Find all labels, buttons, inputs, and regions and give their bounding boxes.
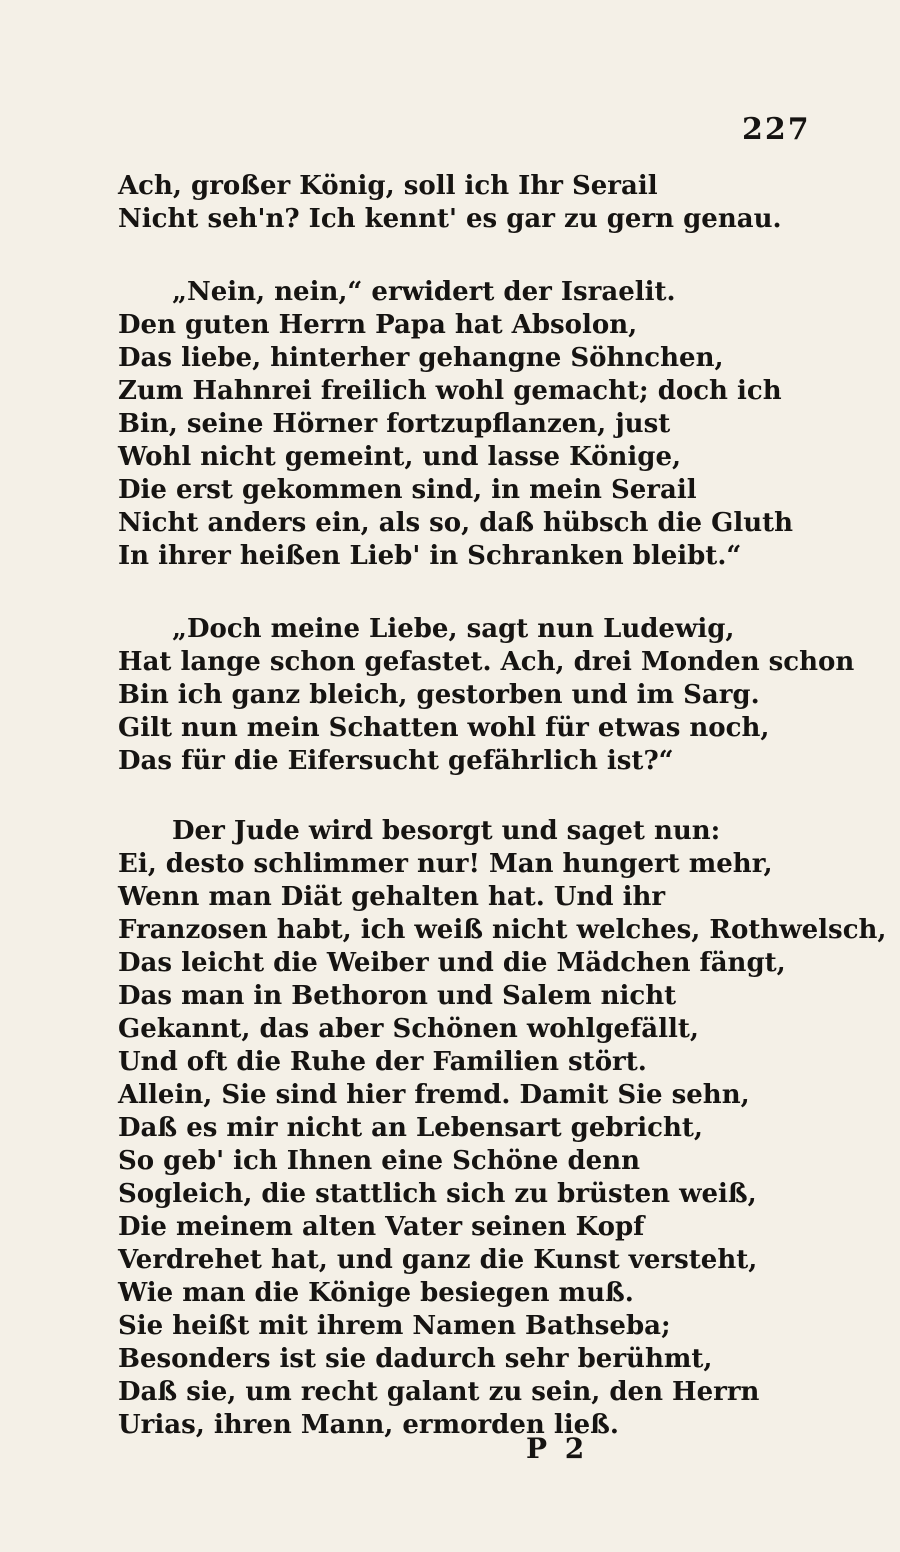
text-line: So geb' ich Ihnen eine Schöne denn — [118, 1146, 641, 1176]
text-line: In ihrer heißen Lieb' in Schranken bleibt.“ — [118, 541, 742, 571]
text-line: Das man in Bethoron und Salem nicht — [118, 981, 677, 1011]
text-line: Ei, desto schlimmer nur! Man hungert mehr, — [118, 849, 773, 879]
text-line: Besonders ist sie dadurch sehr berühmt, — [118, 1344, 713, 1374]
text-line: Daß es mir nicht an Lebensart gebricht, — [118, 1113, 703, 1143]
text-line: „Doch meine Liebe, sagt nun Ludewig, — [172, 614, 735, 644]
text-line: Nicht anders ein, als so, daß hübsch die Gluth — [118, 508, 794, 538]
text-line: Gekannt, das aber Schönen wohlgefällt, — [118, 1014, 699, 1044]
text-line: Das leicht die Weiber und die Mädchen fängt, — [118, 948, 786, 978]
text-line: Franzosen habt, ich weiß nicht welches, Rothwelsch, — [118, 915, 887, 945]
text-line: Wenn man Diät gehalten hat. Und ihr — [118, 882, 666, 912]
printer-signature: P 2 — [526, 1432, 589, 1465]
text-line: Hat lange schon gefastet. Ach, drei Monden schon — [118, 647, 855, 677]
text-line: Sogleich, die stattlich sich zu brüsten weiß, — [118, 1179, 757, 1209]
text-line: Den guten Herrn Papa hat Absolon, — [118, 310, 638, 340]
text-line: Gilt nun mein Schatten wohl für etwas noch, — [118, 713, 770, 743]
text-line: Allein, Sie sind hier fremd. Damit Sie sehn, — [118, 1080, 750, 1110]
text-line: Daß sie, um recht galant zu sein, den Herrn — [118, 1377, 760, 1407]
text-line: Wie man die Könige besiegen muß. — [118, 1278, 634, 1308]
text-line: Und oft die Ruhe der Familien stört. — [118, 1047, 647, 1077]
text-line: Der Jude wird besorgt und saget nun: — [172, 816, 721, 846]
text-line: Die erst gekommen sind, in mein Serail — [118, 475, 697, 505]
text-line: Bin, seine Hörner fortzupflanzen, just — [118, 409, 671, 439]
text-line: Sie heißt mit ihrem Namen Bathseba; — [118, 1311, 671, 1341]
page-number: 227 — [742, 112, 811, 147]
text-line: Bin ich ganz bleich, gestorben und im Sarg. — [118, 680, 760, 710]
text-line: Zum Hahnrei freilich wohl gemacht; doch ich — [118, 376, 782, 406]
text-line: Wohl nicht gemeint, und lasse Könige, — [118, 442, 682, 472]
text-line: Das liebe, hinterher gehangne Söhnchen, — [118, 343, 724, 373]
text-line: „Nein, nein,“ erwidert der Israelit. — [172, 277, 676, 307]
text-line: Das für die Eifersucht gefährlich ist?“ — [118, 746, 674, 776]
text-line: Verdrehet hat, und ganz die Kunst versteht, — [118, 1245, 758, 1275]
text-line: Urias, ihren Mann, ermorden ließ. — [118, 1410, 619, 1440]
text-line: Nicht seh'n? Ich kennt' es gar zu gern genau. — [118, 204, 782, 234]
text-line: Ach, großer König, soll ich Ihr Serail — [118, 171, 658, 201]
text-line: Die meinem alten Vater seinen Kopf — [118, 1212, 645, 1242]
